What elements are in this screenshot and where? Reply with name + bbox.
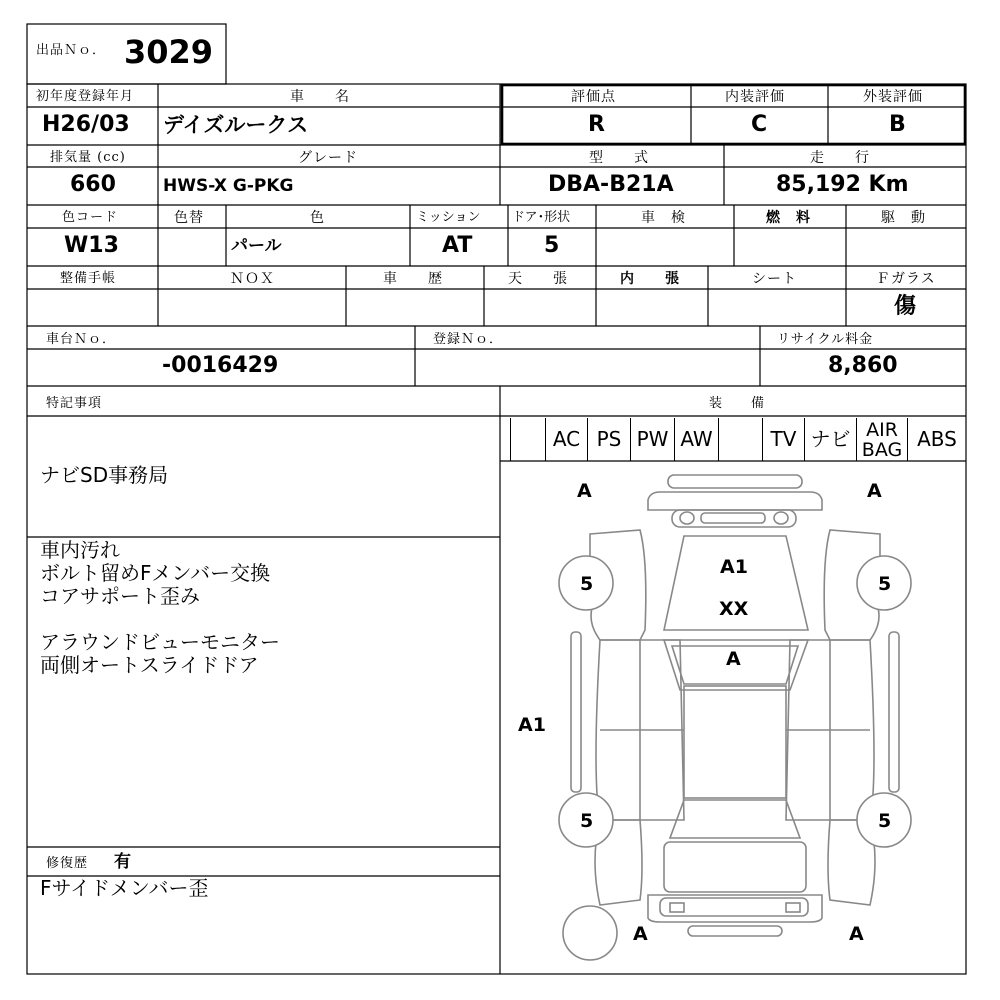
fuel-label: 燃 料 — [766, 210, 811, 226]
front-glass-label: Ｆガラス — [876, 271, 936, 287]
notes-label: 特記事項 — [46, 396, 103, 411]
exterior-score-value: B — [889, 112, 906, 137]
nox-label: ＮＯＸ — [230, 271, 275, 287]
note-line: アラウンドビューモニター — [40, 630, 280, 654]
tire-front-left: 5 — [580, 573, 594, 595]
inspection-label: 車 検 — [641, 210, 686, 226]
grade-label: グレード — [298, 150, 358, 166]
equipment-aw: AW — [674, 418, 718, 461]
first-registration-label: 初年度登録年月 — [36, 89, 135, 104]
exterior-score-label: 外装評価 — [863, 89, 923, 105]
car-name-label: 車 名 — [290, 89, 350, 105]
note-line: 車内汚れ — [40, 538, 120, 562]
car-name-value: デイズルークス — [163, 113, 309, 137]
equipment-label: 装 備 — [709, 396, 766, 411]
recycle-fee-value: 8,860 — [828, 353, 898, 378]
color-value: パール — [231, 236, 282, 256]
seat-label: シート — [752, 271, 797, 287]
interior-trim-label: 内 張 — [620, 271, 680, 287]
history-label: 車 歴 — [383, 271, 443, 287]
tire-rear-left: 5 — [580, 810, 594, 832]
service-book-label: 整備手帳 — [60, 271, 117, 286]
first-registration-value: H26/03 — [42, 112, 130, 137]
door-label: ドア･形状 — [512, 210, 571, 225]
displacement-value: 660 — [70, 172, 116, 197]
mark-front-left: A — [577, 480, 592, 502]
displacement-label: 排気量 (cc) — [50, 150, 126, 165]
equipment-item — [510, 418, 545, 461]
equipment-item — [718, 418, 762, 461]
equipment-pw: PW — [630, 418, 674, 461]
registration-number-label: 登録Ｎｏ． — [433, 332, 504, 347]
drive-label: 駆 動 — [881, 210, 926, 226]
equipment-navi: ナビ — [804, 418, 856, 461]
equipment-airbag: AIR BAG — [856, 418, 907, 461]
note-line: ボルト留めFメンバー交換 — [40, 561, 271, 585]
color-code-value: W13 — [64, 233, 119, 258]
model-value: DBA-B21A — [548, 172, 674, 197]
chassis-number-value: -0016429 — [162, 353, 279, 378]
repair-detail: Fサイドメンバー歪 — [40, 876, 209, 900]
mark-windshield: A — [726, 648, 741, 670]
lot-number: 3029 — [124, 33, 214, 71]
repair-history-label: 修復歴 — [46, 856, 89, 871]
chassis-number-label: 車台Ｎｏ． — [46, 332, 117, 347]
note-line: 両側オートスライドドア — [40, 653, 259, 677]
mark-rear-left: A — [633, 923, 648, 945]
equipment-ps: PS — [587, 418, 630, 461]
model-label: 型 式 — [589, 150, 649, 166]
mark-rear-right: A — [849, 923, 864, 945]
mark-front-right: A — [867, 480, 882, 502]
interior-score-value: C — [751, 112, 768, 137]
score-label: 評価点 — [571, 89, 616, 105]
recolor-label: 色替 — [174, 210, 204, 226]
roof-lining-label: 天 張 — [508, 271, 568, 287]
color-label: 色 — [310, 210, 325, 226]
equipment-tv: TV — [762, 418, 804, 461]
mark-side-left: A1 — [518, 714, 546, 736]
notes-top: ナビSD事務局 — [40, 463, 169, 487]
interior-score-label: 内装評価 — [725, 89, 785, 105]
mission-label: ミッション — [416, 210, 481, 225]
equipment-abs: ABS — [907, 418, 966, 461]
score-value: R — [588, 112, 605, 137]
front-glass-value: 傷 — [894, 294, 917, 319]
equipment-ac: AC — [545, 418, 587, 461]
mark-hood-2: XX — [719, 598, 749, 620]
tire-front-right: 5 — [878, 573, 892, 595]
recycle-fee-label: リサイクル料金 — [777, 332, 874, 347]
mission-value: AT — [442, 233, 473, 258]
lot-number-label: 出品Ｎｏ． — [36, 43, 107, 58]
mileage-value: 85,192 Km — [776, 172, 909, 197]
repair-history-value: 有 — [114, 852, 131, 872]
note-line: コアサポート歪み — [40, 584, 200, 608]
door-value: 5 — [544, 233, 560, 258]
mark-hood-1: A1 — [720, 556, 748, 578]
mileage-label: 走 行 — [810, 150, 870, 166]
tire-rear-right: 5 — [878, 810, 892, 832]
grade-value: HWS-X G-PKG — [163, 176, 294, 196]
color-code-label: 色コード — [62, 210, 119, 225]
car-diagram — [559, 475, 911, 960]
